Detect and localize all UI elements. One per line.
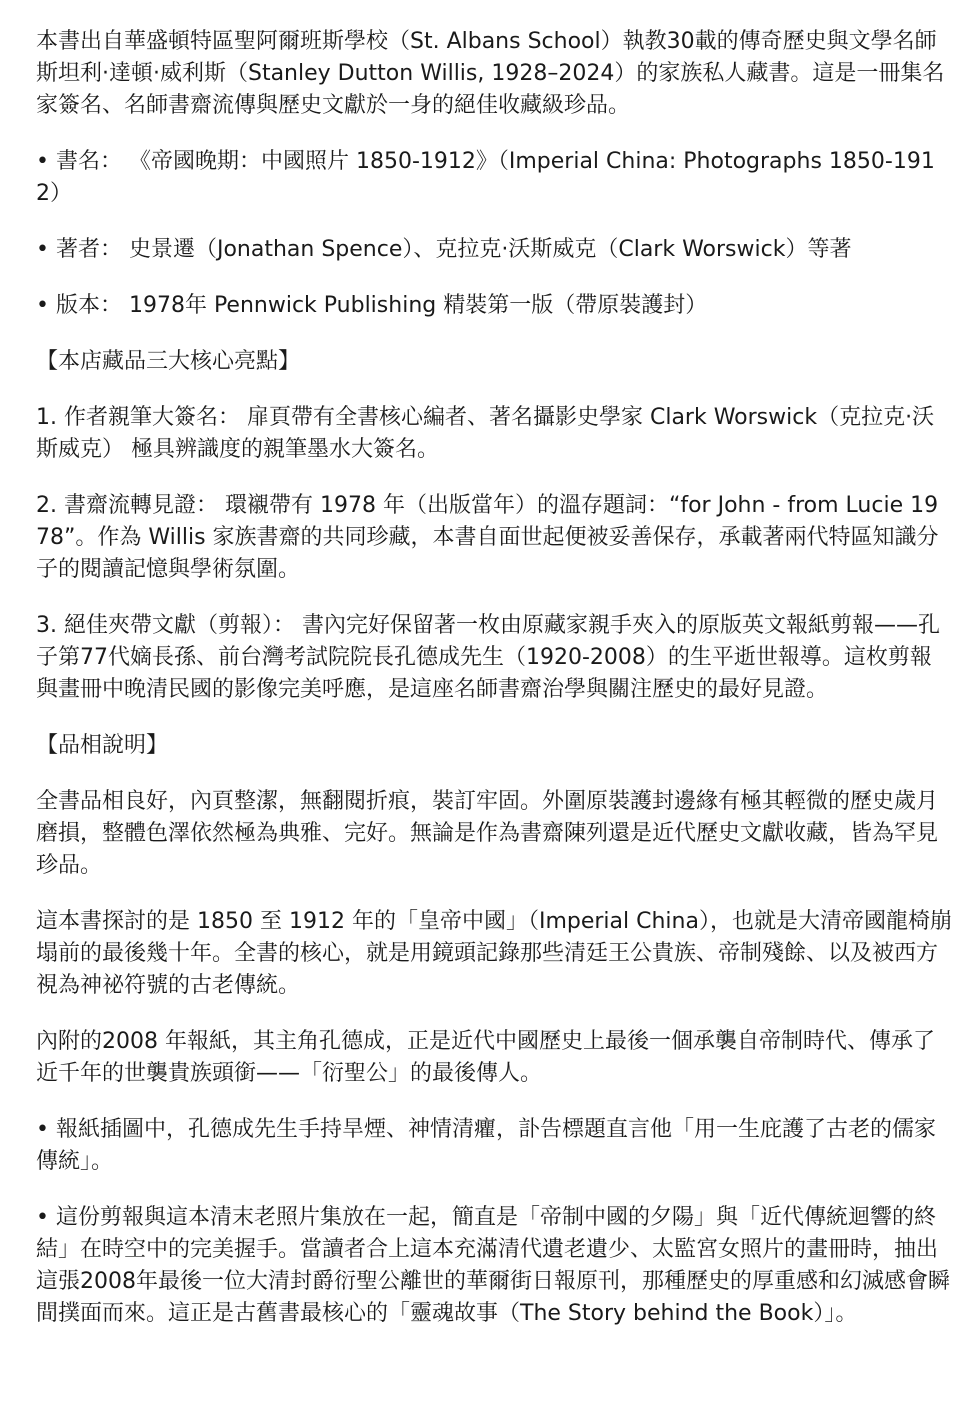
context-bullet-illustration: • 報紙插圖中，孔德成先生手持旱煙、神情清癯，訃告標題直言他「用一生庇護了古老的儒家傳統」。 — [36, 1117, 936, 1174]
condition-heading: 【品相說明】 — [36, 733, 169, 758]
book-authors-line: • 著者： 史景遷（Jonathan Spence）、克拉克·沃斯威克（Clark Worswick）等著 — [36, 237, 852, 262]
context-bullet-story: • 這份剪報與這本清末老照片集放在一起，簡直是「帝制中國的夕陽」與「近代傳統迴響的終結」在時空中的完美握手。當讀者合上這本充滿清代遺老遺少、太監宮女照片的畫冊時，抽出這張2008年最後一位大清封爵衍聖公離世的華爾街日報原刊，那種歷史的厚重感和幻滅感會瞬間撲面而來。這正是古舊書最核心的「靈魂故事（The Story behind the Book）」。 — [36, 1205, 950, 1326]
book-edition-line: • 版本： 1978年 Pennwick Publishing 精裝第一版（帶原裝護封） — [36, 293, 708, 318]
context-paragraph-imperial-china: 這本書探討的是 1850 至 1912 年的「皇帝中國」（Imperial China），也就是大清帝國龍椅崩塌前的最後幾十年。全書的核心，就是用鏡頭記錄那些清廷王公貴族、帝制殘餘、以及被西方視為神祕符號的古老傳統。 — [36, 909, 952, 998]
book-title-line: • 書名： 《帝國晚期：中國照片 1850-1912》（Imperial China: Photographs 1850-1912） — [36, 149, 935, 206]
highlights-heading: 【本店藏品三大核心亮點】 — [36, 349, 301, 374]
intro-paragraph: 本書出自華盛頓特區聖阿爾班斯學校（St. Albans School）執教30載的傳奇歷史與文學名師斯坦利·達頓·威利斯（Stanley Dutton Willis, 1928–2024）的家族私人藏書。這是一冊集名家簽名、名師書齋流傳與歷史文獻於一身的絕佳收藏級珍品。 — [36, 29, 945, 118]
condition-paragraph: 全書品相良好，內頁整潔，無翻閱折痕，裝訂牢固。外圍原裝護封邊緣有極其輕微的歷史歲月磨損，整體色澤依然極為典雅、完好。無論是作為書齋陳列還是近代歷史文獻收藏，皆為罕見珍品。 — [36, 789, 939, 878]
context-paragraph-newspaper: 內附的2008 年報紙，其主角孔德成，正是近代中國歷史上最後一個承襲自帝制時代、傳承了近千年的世襲貴族頭銜——「衍聖公」的最後傳人。 — [36, 1029, 935, 1086]
highlight-item-signature: 1. 作者親筆大簽名： 扉頁帶有全書核心編者、著名攝影史學家 Clark Worswick（克拉克·沃斯威克） 極具辨識度的親筆墨水大簽名。 — [36, 405, 935, 462]
highlight-item-provenance: 2. 書齋流轉見證： 環襯帶有 1978 年（出版當年）的溫存題詞：“for John - from Lucie 1978”。作為 Willis 家族書齋的共同珍藏，本書自面世起便被妥善保存，承載著兩代特區知識分子的閱讀記憶與學術氛圍。 — [36, 493, 939, 582]
highlight-item-clipping: 3. 絕佳夾帶文獻（剪報）： 書內完好保留著一枚由原藏家親手夾入的原版英文報紙剪報——孔子第77代嫡長孫、前台灣考試院院長孔德成先生（1920-2008）的生平逝世報導。這枚剪報與畫冊中晚清民國的影像完美呼應，是這座名師書齋治學與關注歷史的最好見證。 — [36, 613, 940, 702]
